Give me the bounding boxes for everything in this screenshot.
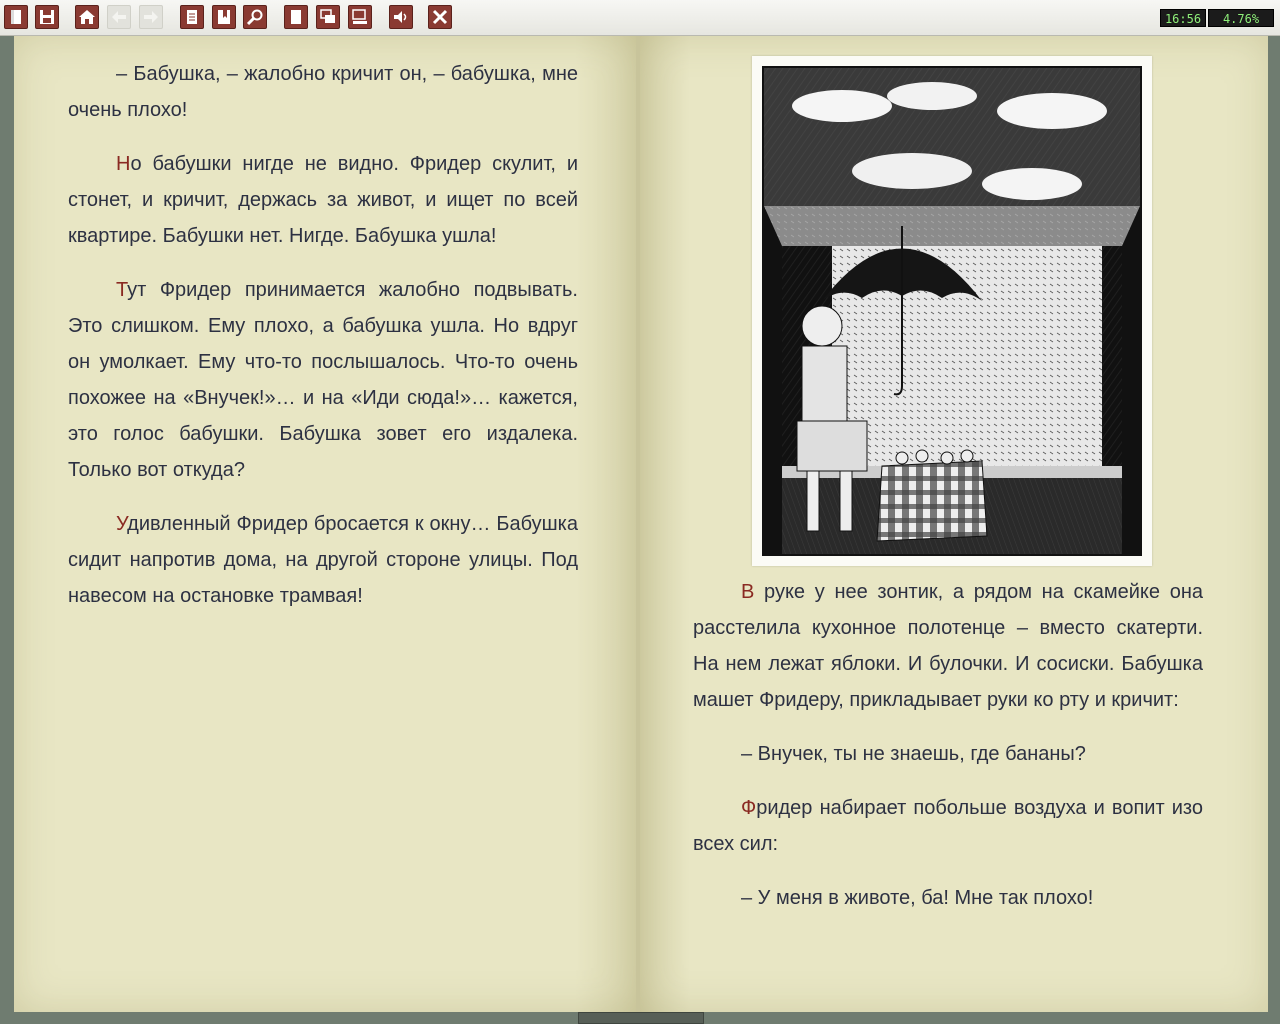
page-icon[interactable] — [284, 5, 308, 29]
clock-display: 16:56 — [1160, 9, 1206, 27]
windows-icon[interactable] — [316, 5, 340, 29]
back-arrow-icon[interactable] — [107, 5, 131, 29]
paragraph: В руке у нее зонтик, а рядом на скамейке она расстелила кухонное полотенце – вместо скатерти. На нем лежат яблоки. И булочки. И сосиски. Бабушка машет Фридеру, прикладывает руки ко рту и кричит: — [693, 581, 1203, 711]
paragraph: – Бабушка, – жалобно кричит он, – бабушка, мне очень плохо! — [68, 63, 578, 121]
screen-icon[interactable] — [348, 5, 372, 29]
paragraph: – Внучек, ты не знаешь, где бананы? — [741, 743, 1086, 765]
illustration — [752, 56, 1152, 566]
save-icon[interactable] — [35, 5, 59, 29]
progress-display: 4.76% — [1208, 9, 1274, 27]
paragraph: Удивленный Фридер бросается к окну… Бабушка сидит напротив дома, на другой стороне улицы. Под навесом на остановке трамвая! — [68, 513, 578, 607]
book-view — [0, 36, 1280, 1024]
paragraph: Фридер набирает побольше воздуха и вопит изо всех сил: — [693, 797, 1203, 855]
left-page-text — [68, 56, 578, 632]
tools-icon[interactable] — [428, 5, 452, 29]
paragraph: – У меня в животе, ба! Мне так плохо! — [741, 887, 1094, 909]
speaker-icon[interactable] — [389, 5, 413, 29]
contents-icon[interactable] — [180, 5, 204, 29]
paragraph: Но бабушки нигде не видно. Фридер скулит, и стонет, и кричит, держась за живот, и ищет по всей квартире. Бабушки нет. Нигде. Бабушка ушла! — [68, 153, 578, 247]
home-icon[interactable] — [75, 5, 99, 29]
book-icon[interactable] — [4, 5, 28, 29]
left-page[interactable] — [14, 36, 638, 1012]
right-page[interactable] — [640, 36, 1268, 1012]
page-slider[interactable] — [578, 1012, 704, 1024]
paragraph: Тут Фридер принимается жалобно подвывать. Это слишком. Ему плохо, а бабушка ушла. Но вдруг он умолкает. Ему что-то послышалось. Что-то очень похожее на «Внучек!»… и на «Иди сюда!»… кажется, это голос бабушки. Бабушка зовет его издалека. Только вот откуда? — [68, 279, 578, 481]
bookmarks-icon[interactable] — [212, 5, 236, 29]
illustration-drawing — [762, 66, 1142, 556]
toolbar — [0, 0, 1280, 36]
forward-arrow-icon[interactable] — [139, 5, 163, 29]
search-icon[interactable] — [243, 5, 267, 29]
right-page-text — [693, 574, 1203, 934]
